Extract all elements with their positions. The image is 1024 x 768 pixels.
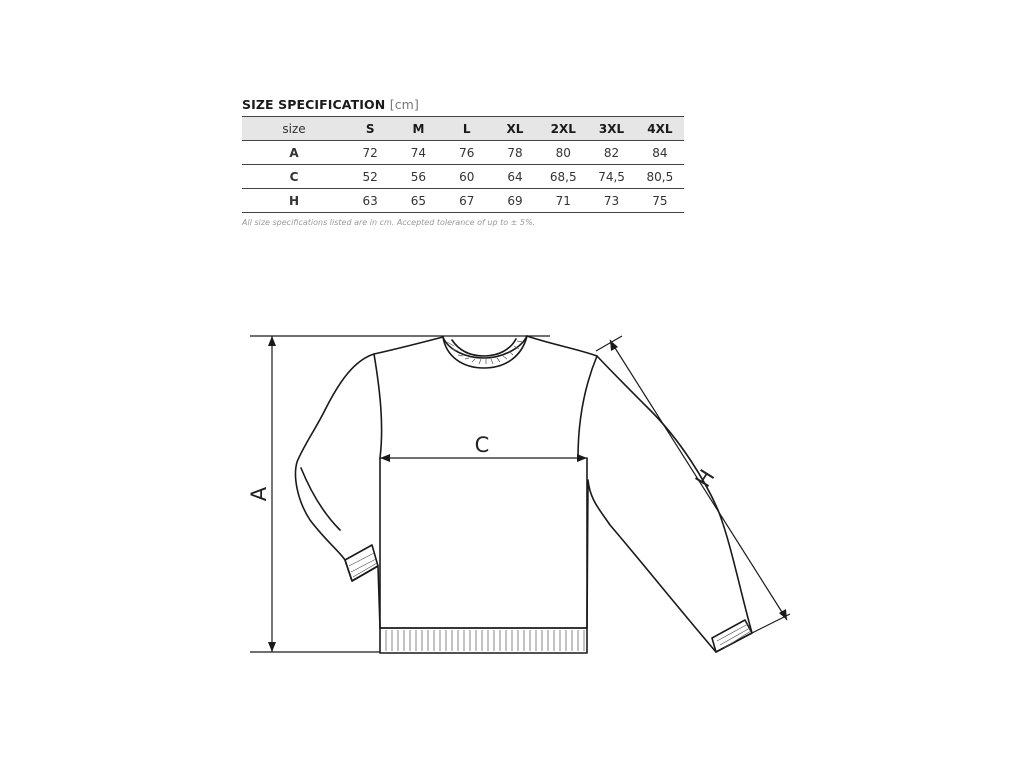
row-label: C: [242, 165, 346, 189]
spec-title-text: SIZE SPECIFICATION: [242, 97, 386, 112]
table-cell: 82: [587, 141, 635, 165]
label-c: C: [474, 433, 490, 457]
table-cell: 80: [539, 141, 587, 165]
sweatshirt-body-outline: [296, 336, 752, 652]
table-cell: 71: [539, 189, 587, 213]
measure-a-top-arrow: [268, 336, 276, 346]
header-cell: S: [346, 117, 394, 141]
row-label: H: [242, 189, 346, 213]
table-cell: 67: [443, 189, 491, 213]
row-label: A: [242, 141, 346, 165]
measure-a-bottom-arrow: [268, 642, 276, 652]
header-cell: 3XL: [587, 117, 635, 141]
header-cell: 2XL: [539, 117, 587, 141]
header-cell: M: [394, 117, 442, 141]
table-cell: 80,5: [636, 165, 684, 189]
table-cell: 78: [491, 141, 539, 165]
table-cell: 60: [443, 165, 491, 189]
table-cell: 75: [636, 189, 684, 213]
table-cell: 84: [636, 141, 684, 165]
header-cell: XL: [491, 117, 539, 141]
measure-h-top-arrow: [610, 340, 618, 351]
left-cuff: [345, 545, 378, 581]
header-size-label: size: [242, 117, 346, 141]
header-cell: 4XL: [636, 117, 684, 141]
cuff-ribbing-hatch: [349, 553, 751, 648]
hem-band: [380, 628, 587, 653]
left-armhole-seam: [374, 354, 382, 458]
table-cell: 73: [587, 189, 635, 213]
table-cell: 68,5: [539, 165, 587, 189]
table-cell: 64: [491, 165, 539, 189]
header-cell: L: [443, 117, 491, 141]
right-armhole-seam: [578, 356, 597, 458]
hem-ribbing-hatch: [386, 630, 584, 651]
measure-c-left-arrow: [380, 454, 390, 462]
table-cell: 69: [491, 189, 539, 213]
table-cell: 74: [394, 141, 442, 165]
spec-unit: [cm]: [389, 97, 419, 112]
label-a: A: [247, 486, 271, 502]
table-cell: 65: [394, 189, 442, 213]
measure-c-right-arrow: [577, 454, 587, 462]
table-cell: 72: [346, 141, 394, 165]
label-h: H: [690, 465, 720, 492]
table-cell: 63: [346, 189, 394, 213]
table-cell: 74,5: [587, 165, 635, 189]
left-sleeve-fold: [301, 468, 340, 530]
tolerance-note: All size specifications listed are in cm. Accepted tolerance of up to ± 5%.: [242, 218, 536, 227]
table-cell: 76: [443, 141, 491, 165]
measure-h-top-ext: [596, 336, 622, 351]
table-cell: 52: [346, 165, 394, 189]
table-cell: 56: [394, 165, 442, 189]
